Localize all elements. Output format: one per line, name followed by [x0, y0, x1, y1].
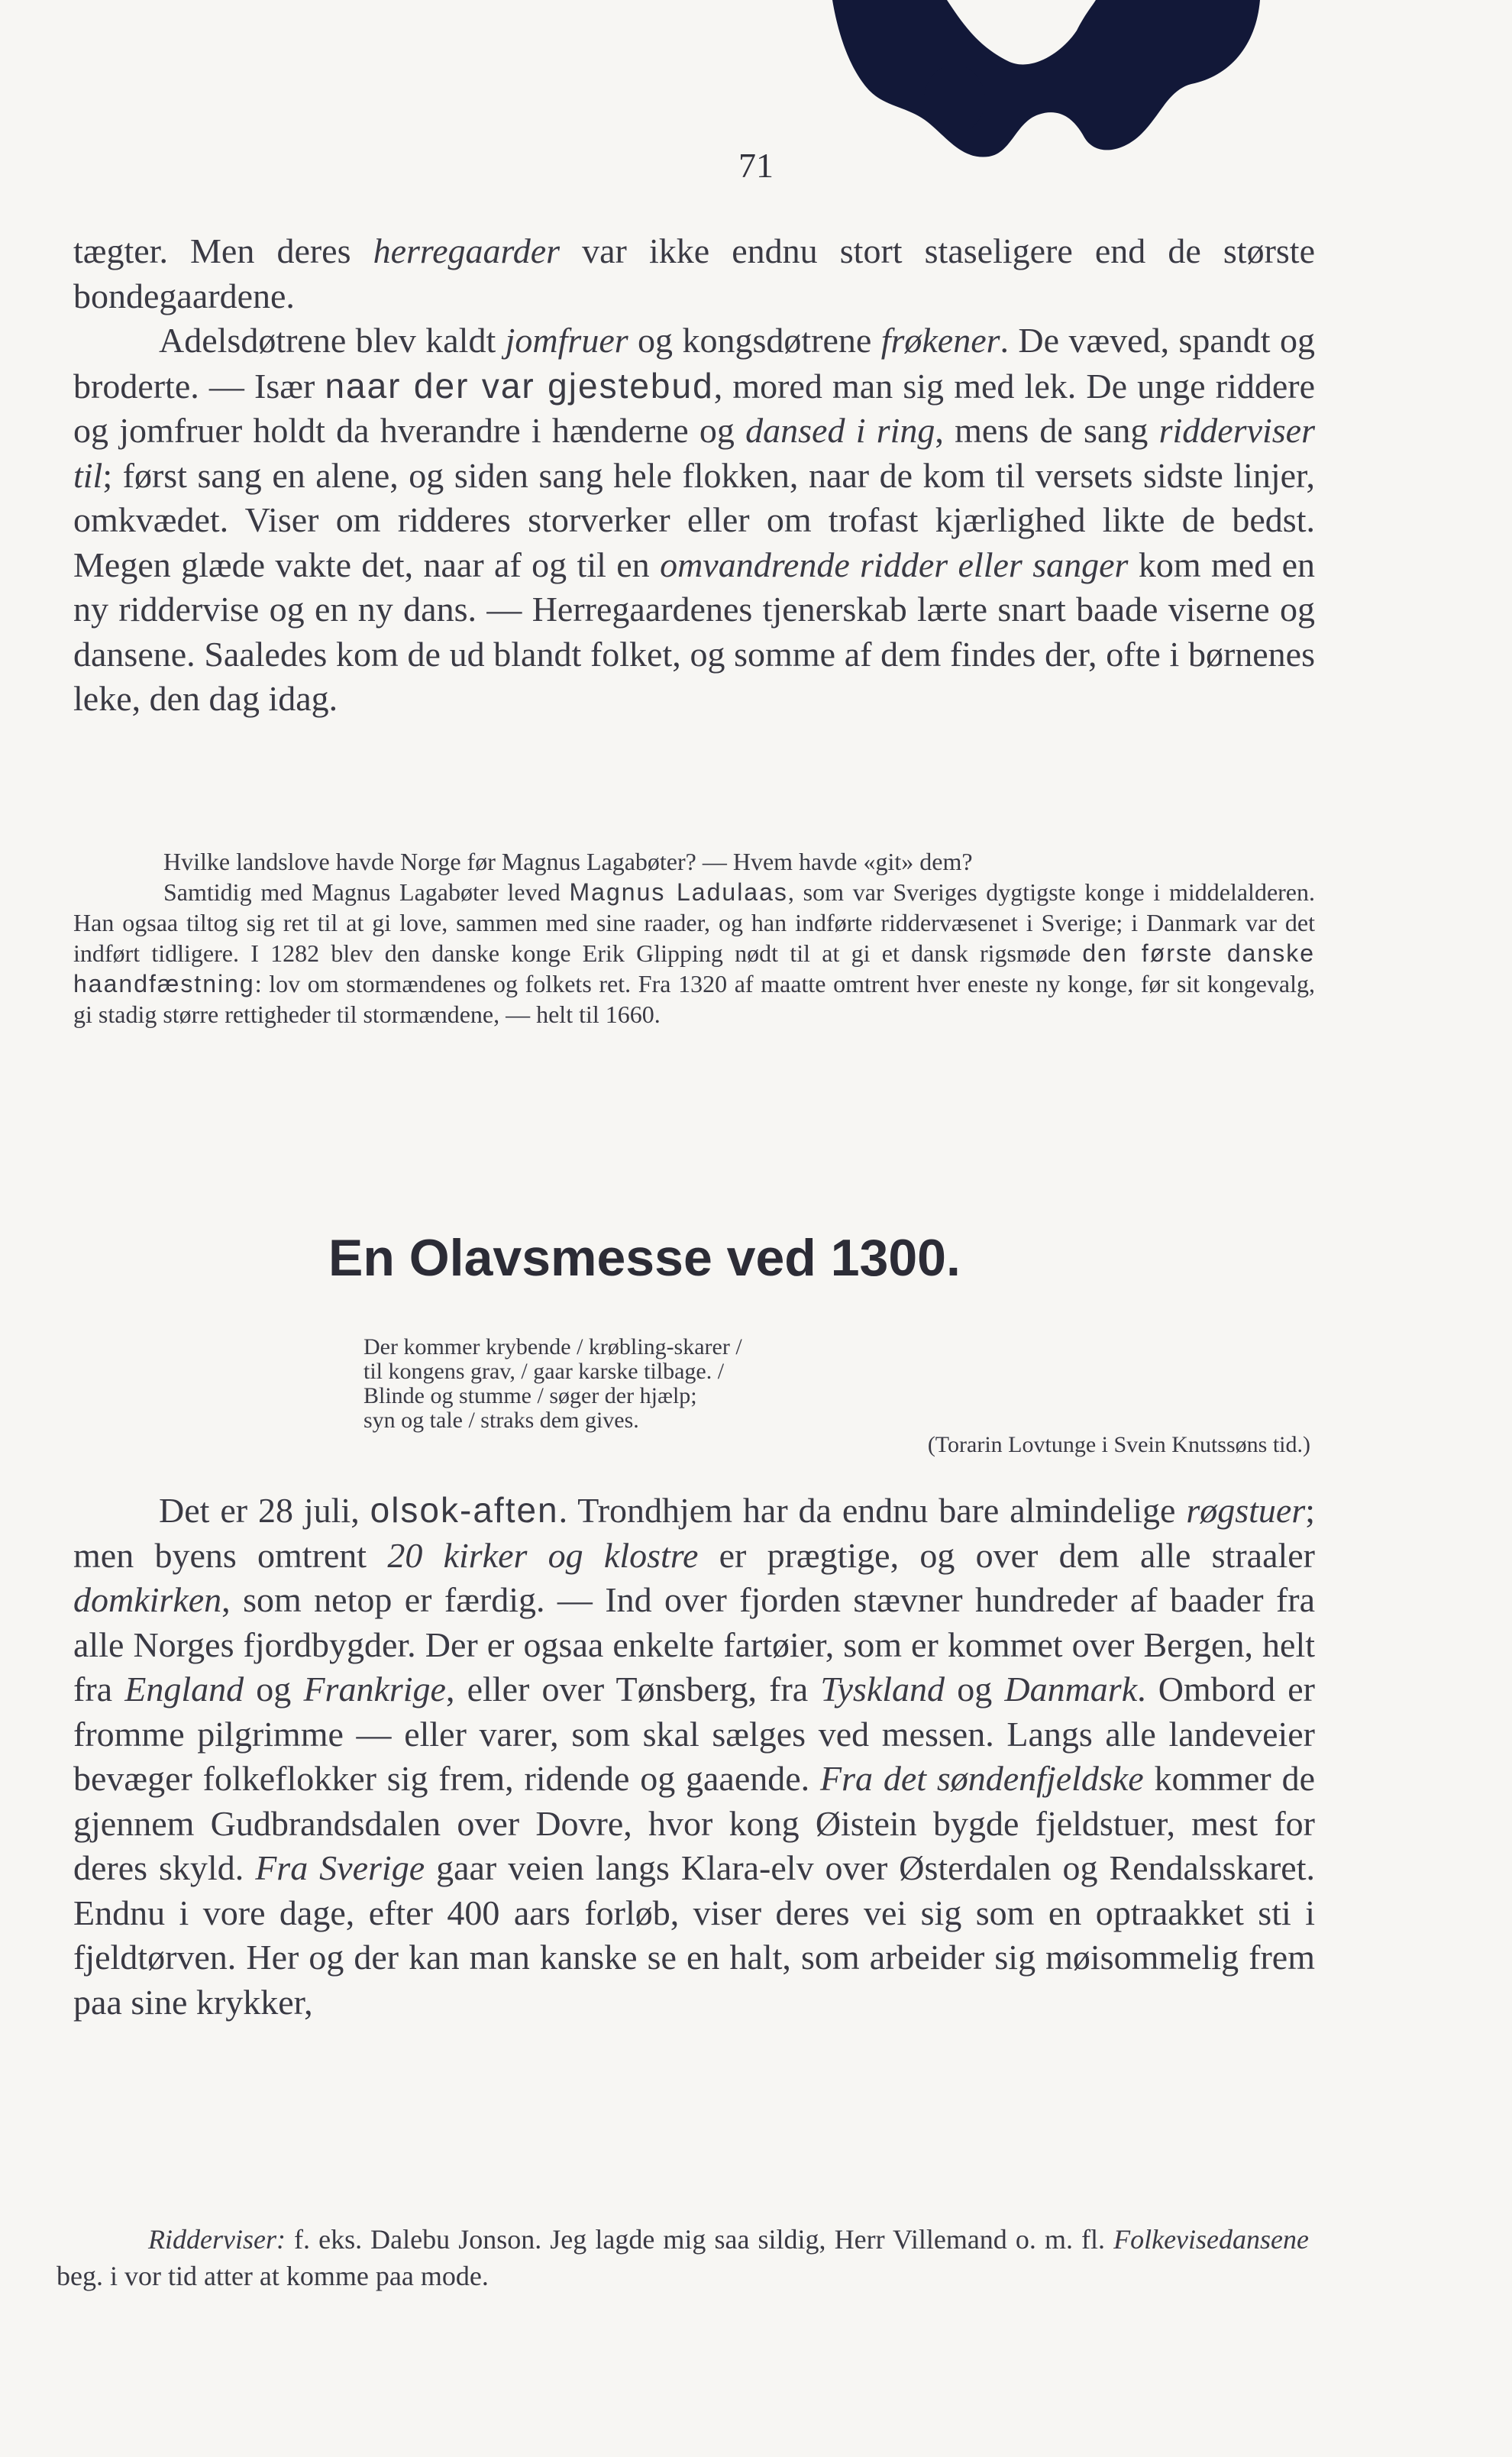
- epigraph-line: syn og tale / straks dem gives.: [363, 1408, 639, 1433]
- small-print-section: [73, 846, 1315, 1030]
- footnote-text: Ridderviser: f. eks. Dalebu Jonson. Jeg lagde mig saa sildig, Herr Villemand o. m. fl. Folkevisedansene beg. i vor tid atter at komme paa mode.: [57, 2224, 1309, 2291]
- page-number: 71: [738, 146, 774, 185]
- paragraph-1: tægter. Men deres herregaarder var ikke endnu stort staseligere end de største bondegaardene.: [73, 231, 1315, 315]
- small-paragraph: Samtidig med Magnus Lagabøter leved Magnus Ladulaas, som var Sveriges dygtigste konge i middelalderen. Han ogsaa tiltog sig ret til at gi love, sammen med sine raader, og han indførte riddervæsenet i Sverige; i Danmark var det indført tidligere. I 1282 blev den danske konge Erik Glipping nødt til at gi et dansk rigsmøde den første danske haandfæstning: lov om stormændenes og folkets ret. Fra 1320 af maatte omtrent hver eneste ny konge, før sit kongevalg, gi stadig større rettigheder til stormændene, — helt til 1660.: [73, 878, 1316, 1028]
- ink-blot: [832, 0, 1260, 168]
- epigraph-line: Der kommer krybende / krøbling-skarer /: [363, 1334, 742, 1359]
- epigraph: [363, 1335, 1310, 1457]
- review-question: Hvilke landslove havde Norge før Magnus Lagabøter? — Hvem havde «git» dem?: [163, 848, 973, 875]
- paragraph-2: Adelsdøtrene blev kaldt jomfruer og kongsdøtrene frøkener. De væved, spandt og broderte. — Især naar der var gjestebud, mored man sig med lek. De unge riddere og jomfruer holdt da hverandre i hænderne og dansed i ring, mens de sang ridderviser til; først sang en alene, og siden sang hele flokken, naar de kom til versets sidste linjer, omkvædet. Viser om ridderes storverker eller om trofast kjærlighed likte de bedst. Megen glæde vakte det, naar af og til en omvandrende ridder eller sanger kom med en ny riddervise og en ny dans. — Herregaardenes tjenerskab lærte snart baade viserne og dansene. Saaledes kom de ud blandt folket, og somme af dem findes der, ofte i børnenes leke, den dag idag.: [73, 321, 1315, 718]
- lower-body-text: [73, 1488, 1315, 2025]
- epigraph-line: Blinde og stumme / søger der hjælp;: [363, 1383, 697, 1408]
- upper-body-text: [73, 229, 1315, 722]
- footnote: [57, 2221, 1309, 2294]
- paragraph-3: Det er 28 juli, olsok-aften. Trondhjem har da endnu bare almindelige røgstuer; men byens omtrent 20 kirker og klostre er prægtige, og over dem alle straaler domkirken, som netop er færdig. — Ind over fjorden stævner hundreder af baader fra alle Norges fjordbygder. Der er ogsaa enkelte fartøier, som er kommet over Bergen, helt fra England og Frankrige, eller over Tønsberg, fra Tyskland og Danmark. Ombord er fromme pilgrimme — eller varer, som skal sælges ved messen. Langs alle landeveier bevæger folkeflokker sig frem, ridende og gaaende. Fra det søndenfjeldske kommer de gjennem Gudbrandsdalen over Dovre, hvor kong Øistein bygde fjeldstuer, mest for deres skyld. Fra Sverige gaar veien langs Klara-elv over Østerdalen og Rendalsskaret. Endnu i vore dage, efter 400 aars forløb, viser deres vei sig som en optraakket sti i fjeldtørven. Her og der kan man kanske se en halt, som arbeider sig møisommelig frem paa sine krykker,: [73, 1490, 1316, 2022]
- epigraph-line: til kongens grav, / gaar karske tilbage. /: [363, 1359, 725, 1384]
- section-heading: En Olavsmesse ved 1300.: [328, 1229, 961, 1287]
- epigraph-source: (Torarin Lovtunge i Svein Knutssøns tid.): [927, 1432, 1310, 1457]
